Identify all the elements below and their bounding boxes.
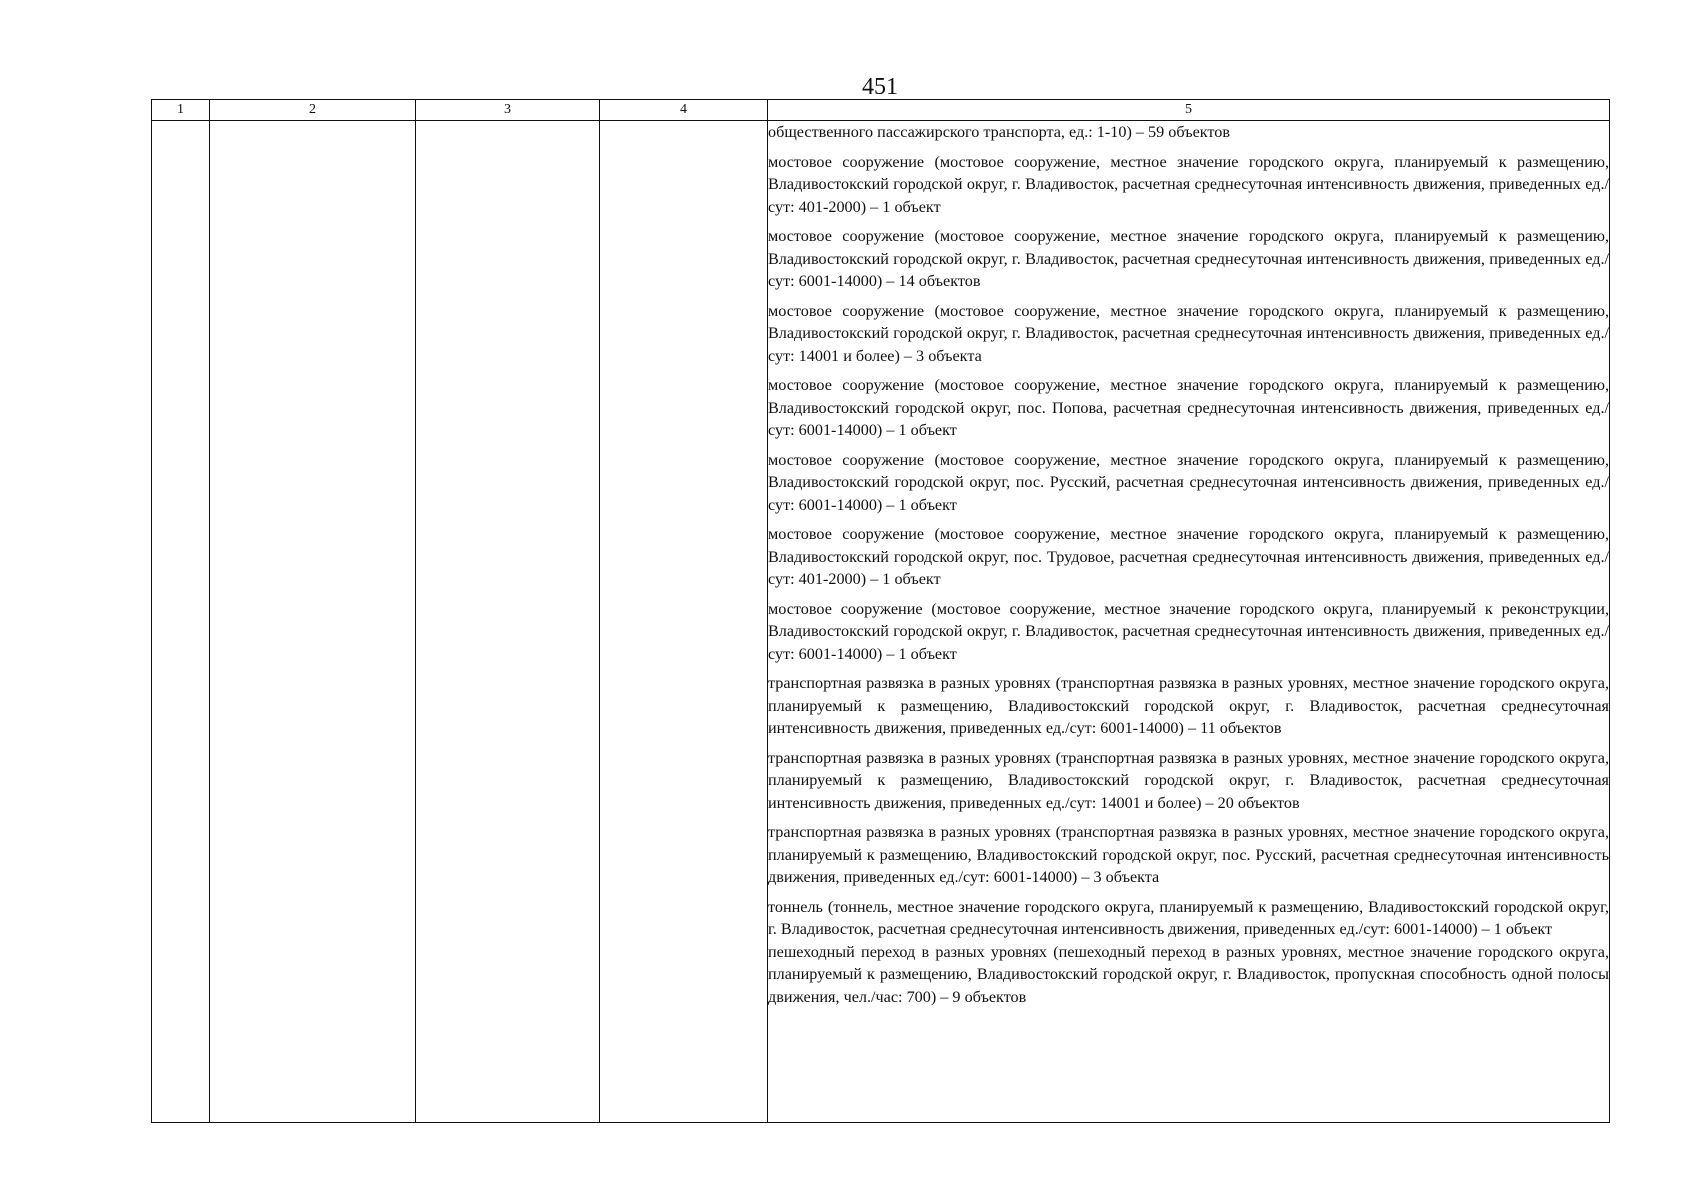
list-item: транспортная развязка в разных уровнях (транспортная развязка в разных уровнях, местное значение городского округа, планируемый к размещению, Владивостокский городской округ, г. Владивосток, расчетная среднесуточная интенсивность движения, приведенных ед./сут: 14001 и более) – 20 объектов [768,748,1609,812]
column-header-4: 4 [600,100,768,121]
list-item: тоннель (тоннель, местное значение городского округа, планируемый к размещению, Владивостокский городской округ, г. Владивосток, расчетная среднесуточная интенсивность движения, приведенных ед./сут: 6001-14000) – 1 объект [768,897,1609,938]
list-item: мостовое сооружение (мостовое сооружение, местное значение городского округа, планируемый к размещению, Владивостокский городской округ, г. Владивосток, расчетная среднесуточная интенсивность движения, приведенных ед./сут: 401-2000) – 1 объект [768,152,1609,216]
list-item: общественного пассажирского транспорта, ед.: 1-10) – 59 объектов [768,123,1231,141]
cell-col-1 [152,121,210,1123]
document-table [151,99,1610,1123]
list-item: мостовое сооружение (мостовое сооружение, местное значение городского округа, планируемый к размещению, Владивостокский городской округ, пос. Попова, расчетная среднесуточная интенсивность движения, приведенных ед./сут: 6001-14000) – 1 объект [768,376,1609,439]
list-item: мостовое сооружение (мостовое сооружение, местное значение городского округа, планируемый к размещению, Владивостокский городской округ, пос. Русский, расчетная среднесуточная интенсивность движения, приведенных ед./сут: 6001-14000) – 1 объект [768,450,1609,514]
list-item: мостовое сооружение (мостовое сооружение, местное значение городского округа, планируемый к размещению, Владивостокский городской округ, г. Владивосток, расчетная среднесуточная интенсивность движения, приведенных ед./сут: 14001 и более) – 3 объекта [768,301,1609,365]
column-header-3: 3 [416,100,600,121]
list-item: мостовое сооружение (мостовое сооружение, местное значение городского округа, планируемый к реконструкции, Владивостокский городской округ, г. Владивосток, расчетная среднесуточная интенсивность движения, приведенных ед./сут: 6001-14000) – 1 объект [768,599,1609,663]
list-item: мостовое сооружение (мостовое сооружение, местное значение городского округа, планируемый к размещению, Владивостокский городской округ, пос. Трудовое, расчетная среднесуточная интенсивность движения, приведенных ед./сут: 401-2000) – 1 объект [768,525,1609,588]
table-row [152,121,1610,1123]
page-number: 451 [862,74,898,100]
cell-col-3 [416,121,600,1123]
list-item: пешеходный переход в разных уровнях (пешеходный переход в разных уровнях, местное значение городского округа, планируемый к размещению, Владивостокский городской округ, г. Владивосток, пропускная способность одной полосы движения, чел./час: 700) – 9 объектов [768,942,1609,1006]
column-header-5: 5 [768,100,1610,121]
cell-col-5 [768,121,1610,1123]
cell-col-4 [600,121,768,1123]
cell-col-2 [210,121,416,1123]
list-item: мостовое сооружение (мостовое сооружение, местное значение городского округа, планируемый к размещению, Владивостокский городской округ, г. Владивосток, расчетная среднесуточная интенсивность движения, приведенных ед./сут: 6001-14000) – 14 объектов [768,227,1609,290]
list-item: транспортная развязка в разных уровнях (транспортная развязка в разных уровнях, местное значение городского округа, планируемый к размещению, Владивостокский городской округ, г. Владивосток, расчетная среднесуточная интенсивность движения, приведенных ед./сут: 6001-14000) – 11 объектов [768,674,1609,737]
table-header-row [152,100,1610,121]
column-header-1: 1 [152,100,210,121]
column-header-2: 2 [210,100,416,121]
list-item: транспортная развязка в разных уровнях (транспортная развязка в разных уровнях, местное значение городского округа, планируемый к размещению, Владивостокский городской округ, пос. Русский, расчетная среднесуточная интенсивность движения, приведенных ед./сут: 6001-14000) – 3 объекта [768,823,1609,886]
